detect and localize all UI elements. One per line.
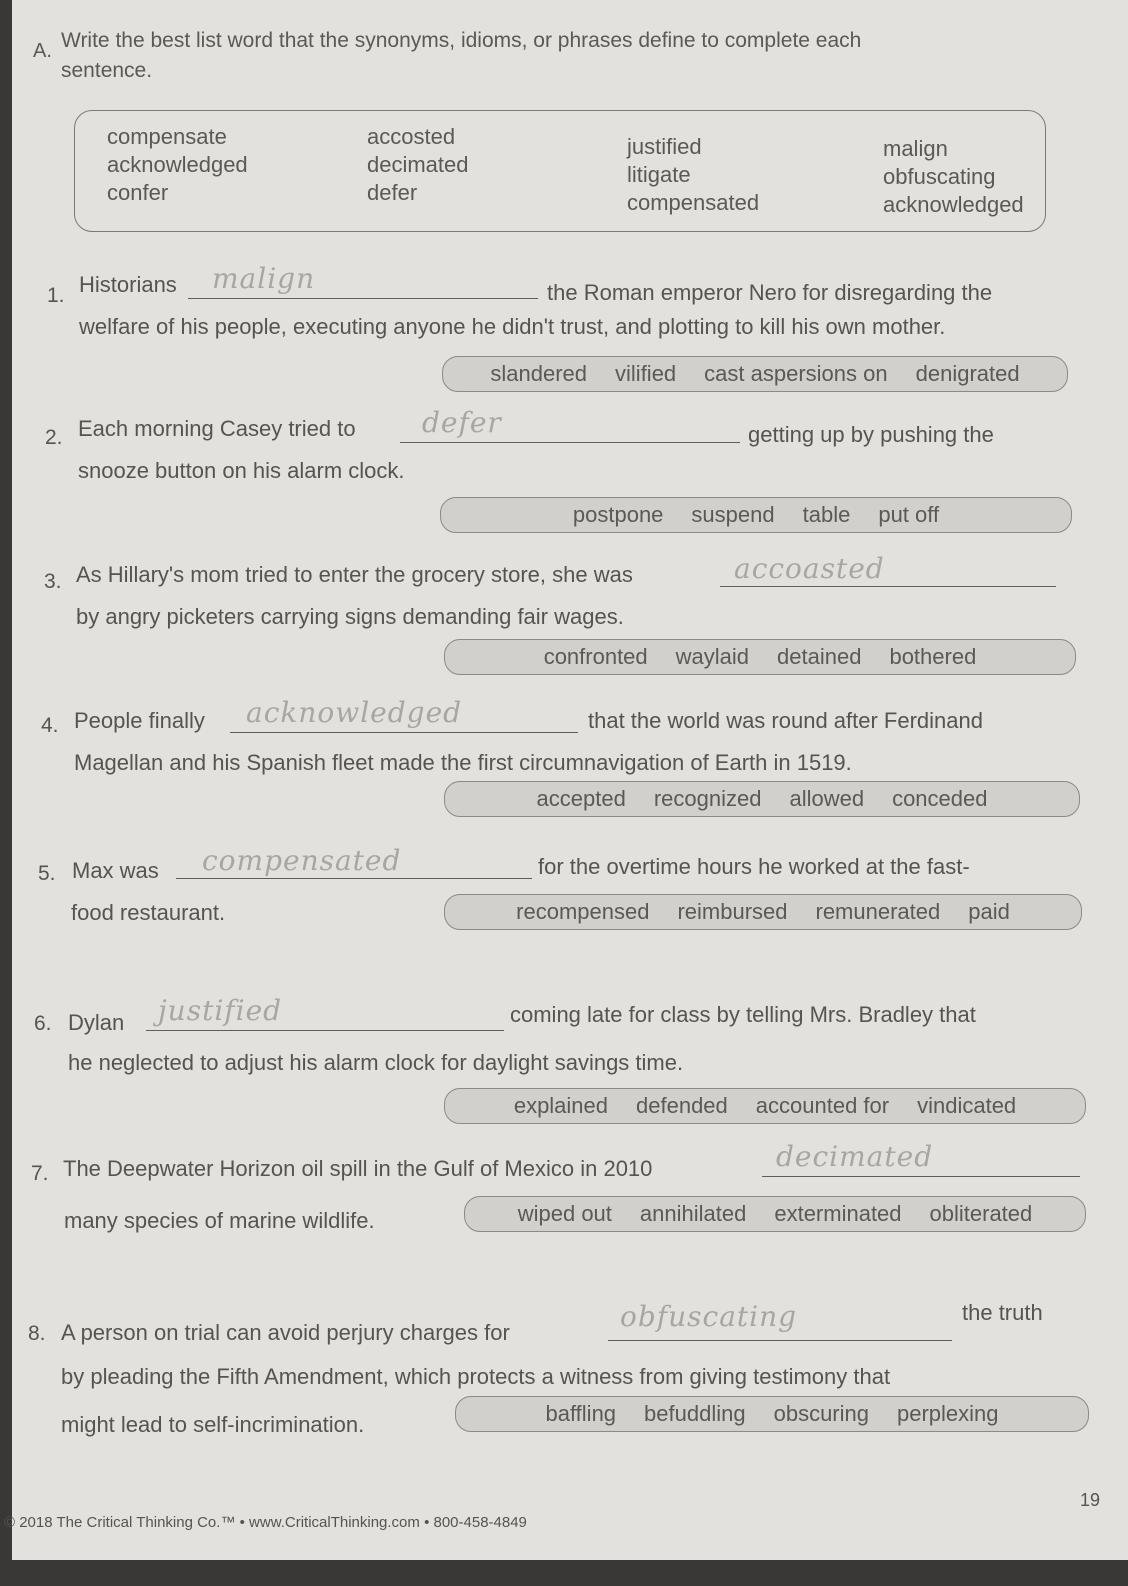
synonym: postpone [572,502,664,527]
synonym-box [455,1396,1089,1432]
question-number: 4. [41,714,59,737]
synonym: accepted [536,786,626,811]
answer-blank[interactable] [762,1176,1080,1177]
synonym: defended [636,1093,728,1118]
question-text: coming late for class by telling Mrs. Bradley that [510,1002,976,1027]
word-bank-word: decimated [367,152,469,177]
question-number: 6. [34,1012,52,1035]
question-text: The Deepwater Horizon oil spill in the Gulf of Mexico in 2010 [63,1156,653,1181]
word-bank-word: acknowledged [883,192,1024,217]
question-text: Dylan [68,1010,125,1035]
answer-blank[interactable] [400,442,740,443]
synonym: denigrated [915,361,1020,386]
question-number: 2. [45,426,63,449]
question-text: As Hillary's mom tried to enter the grocery store, she was [76,562,633,587]
question-text: A person on trial can avoid perjury charges for [61,1320,510,1345]
synonym: accounted for [755,1093,890,1118]
page-number: 19 [1080,1490,1101,1510]
question-text: People finally [74,708,205,733]
question-text: food restaurant. [71,900,226,925]
question-text: by pleading the Fifth Amendment, which protects a witness from giving testimony that [61,1364,891,1389]
handwritten-answer: justified [158,994,283,1027]
question-text: the Roman emperor Nero for disregarding the [547,280,993,305]
section-letter: A. [33,40,52,62]
question-text: Magellan and his Spanish fleet made the first circumnavigation of Earth in 1519. [74,750,852,775]
synonym-box [442,356,1068,392]
synonym: exterminated [774,1201,902,1226]
word-bank-word: compensate [107,124,227,149]
word-bank-word: malign [883,136,948,161]
synonym: befuddling [644,1401,746,1426]
question-number: 1. [47,284,65,307]
question-text: Each morning Casey tried to [78,416,356,441]
synonym: bothered [889,644,977,669]
word-bank-column-4 [883,135,1024,219]
word-bank-column-1 [107,123,248,207]
synonym: suspend [691,502,775,527]
synonym: annihilated [639,1201,747,1226]
synonym-box [444,1088,1086,1124]
synonym-box [444,781,1080,817]
synonym: put off [878,502,940,527]
synonym: perplexing [896,1401,999,1426]
synonym: detained [777,644,862,669]
synonym: slandered [490,361,588,386]
handwritten-answer: accoasted [734,552,885,585]
word-bank-word: litigate [627,162,691,187]
word-bank-word: obfuscating [883,164,996,189]
synonym: allowed [789,786,865,811]
question-text: snooze button on his alarm clock. [78,458,405,483]
question-text: by angry picketers carrying signs demanding fair wages. [76,604,624,629]
handwritten-answer: compensated [202,844,402,877]
synonym: obscuring [773,1401,869,1426]
worksheet-page [4,0,1128,1560]
synonym: recompensed [516,899,650,924]
synonym: obliterated [929,1201,1033,1226]
synonym: baffling [545,1401,617,1426]
synonym: table [802,502,851,527]
synonym: confronted [543,644,648,669]
synonym: wiped out [517,1201,612,1226]
synonym: reimbursed [677,899,788,924]
synonym: cast aspersions on [704,361,888,386]
word-bank [74,110,1046,232]
synonym: vilified [615,361,677,386]
question-number: 8. [28,1322,46,1345]
answer-blank[interactable] [146,1030,504,1031]
question-text: Historians [79,272,177,297]
word-bank-column-2 [367,123,469,207]
word-bank-word: defer [367,180,418,205]
synonym: conceded [892,786,988,811]
word-bank-word: acknowledged [107,152,248,177]
word-bank-word: accosted [367,124,456,149]
instruction-text: Write the best list word that the synonyms, idioms, or phrases define to complete each sentence. [61,29,862,82]
answer-blank[interactable] [230,732,578,733]
synonym: explained [513,1093,609,1118]
word-bank-word: compensated [627,190,760,215]
question-number: 3. [44,570,62,593]
synonym: waylaid [675,644,750,669]
synonym-box [464,1196,1086,1232]
question-text: for the overtime hours he worked at the fast- [538,854,970,879]
word-bank-word: justified [627,134,702,159]
handwritten-answer: decimated [776,1140,934,1173]
question-text: he neglected to adjust his alarm clock for daylight savings time. [68,1050,684,1075]
synonym: remunerated [815,899,941,924]
question-text: many species of marine wildlife. [64,1208,375,1233]
word-bank-column-3 [627,133,759,217]
question-text: Max was [72,858,159,883]
question-text: the truth [962,1300,1043,1325]
synonym-box [444,639,1076,675]
handwritten-answer: malign [212,262,316,295]
synonym-box [440,497,1072,533]
question-number: 5. [38,862,56,885]
question-text: getting up by pushing the [748,422,994,447]
answer-blank[interactable] [608,1340,952,1341]
synonym-box [444,894,1082,930]
question-text: might lead to self-incrimination. [61,1412,365,1437]
synonym: paid [968,899,1010,924]
copyright-footer: © 2018 The Critical Thinking Co.™ • www.CriticalThinking.com • 800-458-4849 [4,1514,527,1531]
synonym: vindicated [917,1093,1017,1118]
handwritten-answer: obfuscating [620,1300,798,1333]
handwritten-answer: acknowledged [246,696,463,729]
word-bank-word: confer [107,180,169,205]
synonym: recognized [653,786,762,811]
answer-blank[interactable] [176,878,532,879]
question-text: welfare of his people, executing anyone he didn't trust, and plotting to kill his own mother. [79,314,946,339]
question-number: 7. [31,1162,49,1185]
question-text: that the world was round after Ferdinand [588,708,984,733]
answer-blank[interactable] [188,298,538,299]
handwritten-answer: defer [422,406,502,439]
answer-blank[interactable] [720,586,1056,587]
